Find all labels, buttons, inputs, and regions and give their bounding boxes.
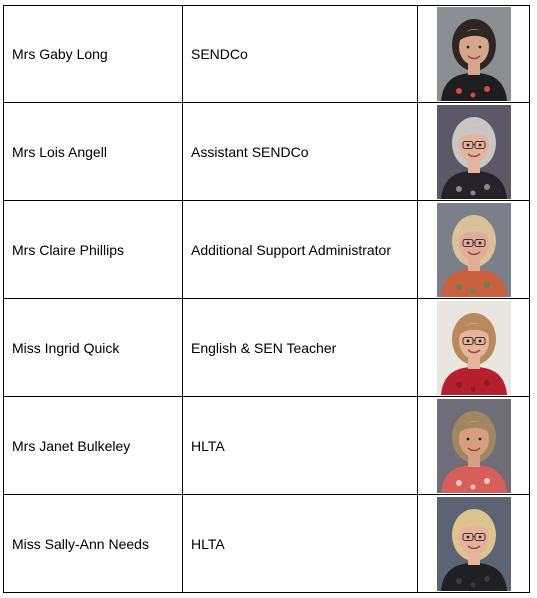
staff-photo — [437, 203, 511, 297]
photo-cell — [418, 397, 530, 495]
clothing-pattern — [456, 284, 462, 290]
clothing-pattern — [456, 578, 462, 584]
staff-photo — [437, 497, 511, 591]
photo-cell — [418, 6, 530, 103]
staff-photo — [437, 7, 511, 101]
staff-name: Mrs Gaby Long — [12, 46, 108, 62]
clothing-pattern — [484, 478, 490, 484]
staff-name: Mrs Claire Phillips — [12, 241, 125, 258]
eye — [478, 46, 481, 49]
staff-role: SENDCo — [191, 46, 248, 62]
eye — [478, 339, 481, 342]
clothing-pattern — [484, 576, 490, 582]
role-cell — [183, 103, 418, 201]
name-cell — [4, 299, 183, 397]
clothing-pattern — [484, 86, 490, 92]
staff-name: Mrs Janet Bulkeley — [12, 437, 131, 454]
staff-role: Additional Support Administrator — [191, 241, 391, 258]
name-cell — [4, 6, 183, 103]
eye — [466, 46, 469, 49]
eye — [466, 339, 469, 342]
photo-cell — [418, 103, 530, 201]
staff-table-body — [4, 6, 530, 593]
clothing-pattern — [470, 190, 475, 195]
clothing-pattern — [456, 88, 462, 94]
staff-name: Miss Ingrid Quick — [12, 339, 120, 356]
table-row — [4, 6, 530, 103]
eye — [478, 437, 481, 440]
clothing-pattern — [470, 386, 475, 391]
staff-photo — [437, 105, 511, 199]
name-cell — [4, 201, 183, 299]
clothing-pattern — [470, 582, 475, 587]
clothing-pattern — [456, 480, 462, 486]
eye — [478, 535, 481, 538]
clothing-pattern — [484, 184, 490, 190]
table-row — [4, 201, 530, 299]
photo-cell — [418, 495, 530, 593]
role-cell — [183, 495, 418, 593]
eye — [466, 143, 469, 146]
staff-role: HLTA — [191, 437, 225, 454]
clothing-pattern — [484, 380, 490, 386]
name-cell — [4, 495, 183, 593]
eye — [466, 535, 469, 538]
staff-photo — [437, 399, 511, 493]
eye — [466, 437, 469, 440]
photo-cell — [418, 299, 530, 397]
table-row — [4, 103, 530, 201]
eye — [466, 241, 469, 244]
table-row — [4, 299, 530, 397]
table-row — [4, 397, 530, 495]
staff-name: Miss Sally-Ann Needs — [12, 535, 149, 552]
staff-role: HLTA — [191, 535, 225, 552]
eye — [478, 241, 481, 244]
staff-role: English & SEN Teacher — [191, 339, 337, 356]
photo-cell — [418, 201, 530, 299]
clothing-pattern — [470, 288, 475, 293]
table-row — [4, 495, 530, 593]
role-cell — [183, 299, 418, 397]
role-cell — [183, 397, 418, 495]
role-cell — [183, 6, 418, 103]
staff-name: Mrs Lois Angell — [12, 143, 107, 160]
staff-table — [3, 5, 530, 593]
clothing-pattern — [484, 282, 490, 288]
name-cell — [4, 103, 183, 201]
role-cell — [183, 201, 418, 299]
eye — [478, 143, 481, 146]
clothing-pattern — [456, 186, 462, 192]
clothing-pattern — [470, 93, 475, 98]
staff-photo — [437, 301, 511, 395]
name-cell — [4, 397, 183, 495]
clothing-pattern — [456, 382, 462, 388]
clothing-pattern — [470, 484, 475, 489]
staff-role: Assistant SENDCo — [191, 143, 309, 160]
